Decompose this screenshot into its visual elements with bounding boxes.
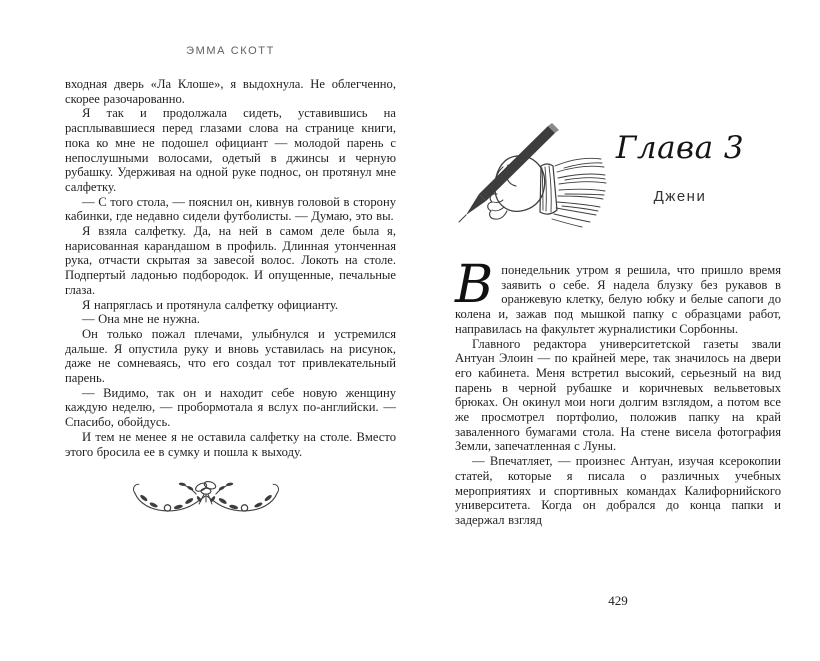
paragraph: Я так и продолжала сидеть, уставившись на расплывавшиеся перед глазами слова на странице книги, пока ко мне не подошел официант — молодой парень с непослушными волосами, одетый в джинсы и черную рубашку. Удерживая на одной руке поднос, он протянул мне салфетку. [65, 106, 396, 194]
paragraph: — С того стола, — пояснил он, кивнув головой в сторону кабинки, где недавно сидели футболисты. — Думаю, это вы. [65, 194, 396, 224]
paragraph: И тем не менее я не оставила салфетку на столе. Вместо этого бросила ее в сумку и пошла к выходу. [65, 429, 396, 459]
left-page [65, 45, 396, 534]
paragraph: входная дверь «Ла Клоше», я выдохнула. Не облегченно, скорее разочарованно. [65, 77, 396, 106]
right-page-body [455, 255, 781, 528]
page-number: 429 [608, 593, 628, 608]
paragraph: — Видимо, так он и находит себе новую женщину каждую неделю, — пробормотала я вслух по-английски. — Спасибо, обойдусь. [65, 385, 396, 430]
paragraph [455, 255, 781, 337]
floral-divider-ornament [127, 477, 285, 534]
paragraph: Я напряглась и протянула салфетку официанту. [82, 297, 339, 312]
left-page-body [65, 77, 396, 459]
hand-pen-icon [449, 122, 607, 232]
floral-vine-icon [127, 477, 285, 529]
paragraph: Он только пожал плечами, улыбнулся и устремился дальше. Я опустила руку и вновь уставилась на рисунок, даже не сомневаясь, что его создал тот привлекательный парень. [65, 326, 396, 386]
chapter-head [455, 120, 781, 263]
chapter-title: Глава 3 [615, 130, 745, 166]
paragraph: Я взяла салфетку. Да, на ней в самом деле была я, нарисованная карандашом в профиль. Длинная утонченная рука, отчасти скрытая за завесой волос. Локоть на столе. Подпертый ладонью подбородок. И опущенные, печальные глаза. [65, 224, 396, 297]
paragraph: — Она мне не нужна. [82, 312, 200, 327]
hand-writing-illustration [449, 122, 607, 232]
running-header: ЭММА СКОТТ [186, 45, 275, 57]
paragraph: — Впечатляет, — произнес Антуан, изучая ксерокопии статей, которые я писала о различных учебных мероприятиях и спортивных командах Калифорнийского университета. Когда он добрался до конца папки и задержал взгляд [455, 454, 781, 527]
chapter-subtitle: Джени [653, 188, 707, 205]
chapter-titles [605, 130, 755, 205]
right-page [455, 120, 781, 608]
drop-cap: В [455, 255, 494, 315]
paragraph: Главного редактора университетской газеты звали Антуан Элоин — по крайней мере, так значилось на двери его кабинета. Меня встретил высокий, серьезный на вид парень в черной рубашке и коричневых вельветовых брюках. Он окинул мои ноги долгим взглядом, а потом все же просмотрел портфолио, положив папку на край заваленного бумагами стола. На стене висела фотография Земли, запечатленная с Луны. [455, 336, 781, 454]
paragraph-text: понедельник утром я решила, что пришло время заявить о себе. Я надела блузку без рукавов в оранжевую клетку, белую юбку и белые сапоги до колена и, зажав под мышкой папку с образцами работ, направилась на факультет журналистики Сорбонны. [455, 263, 781, 336]
